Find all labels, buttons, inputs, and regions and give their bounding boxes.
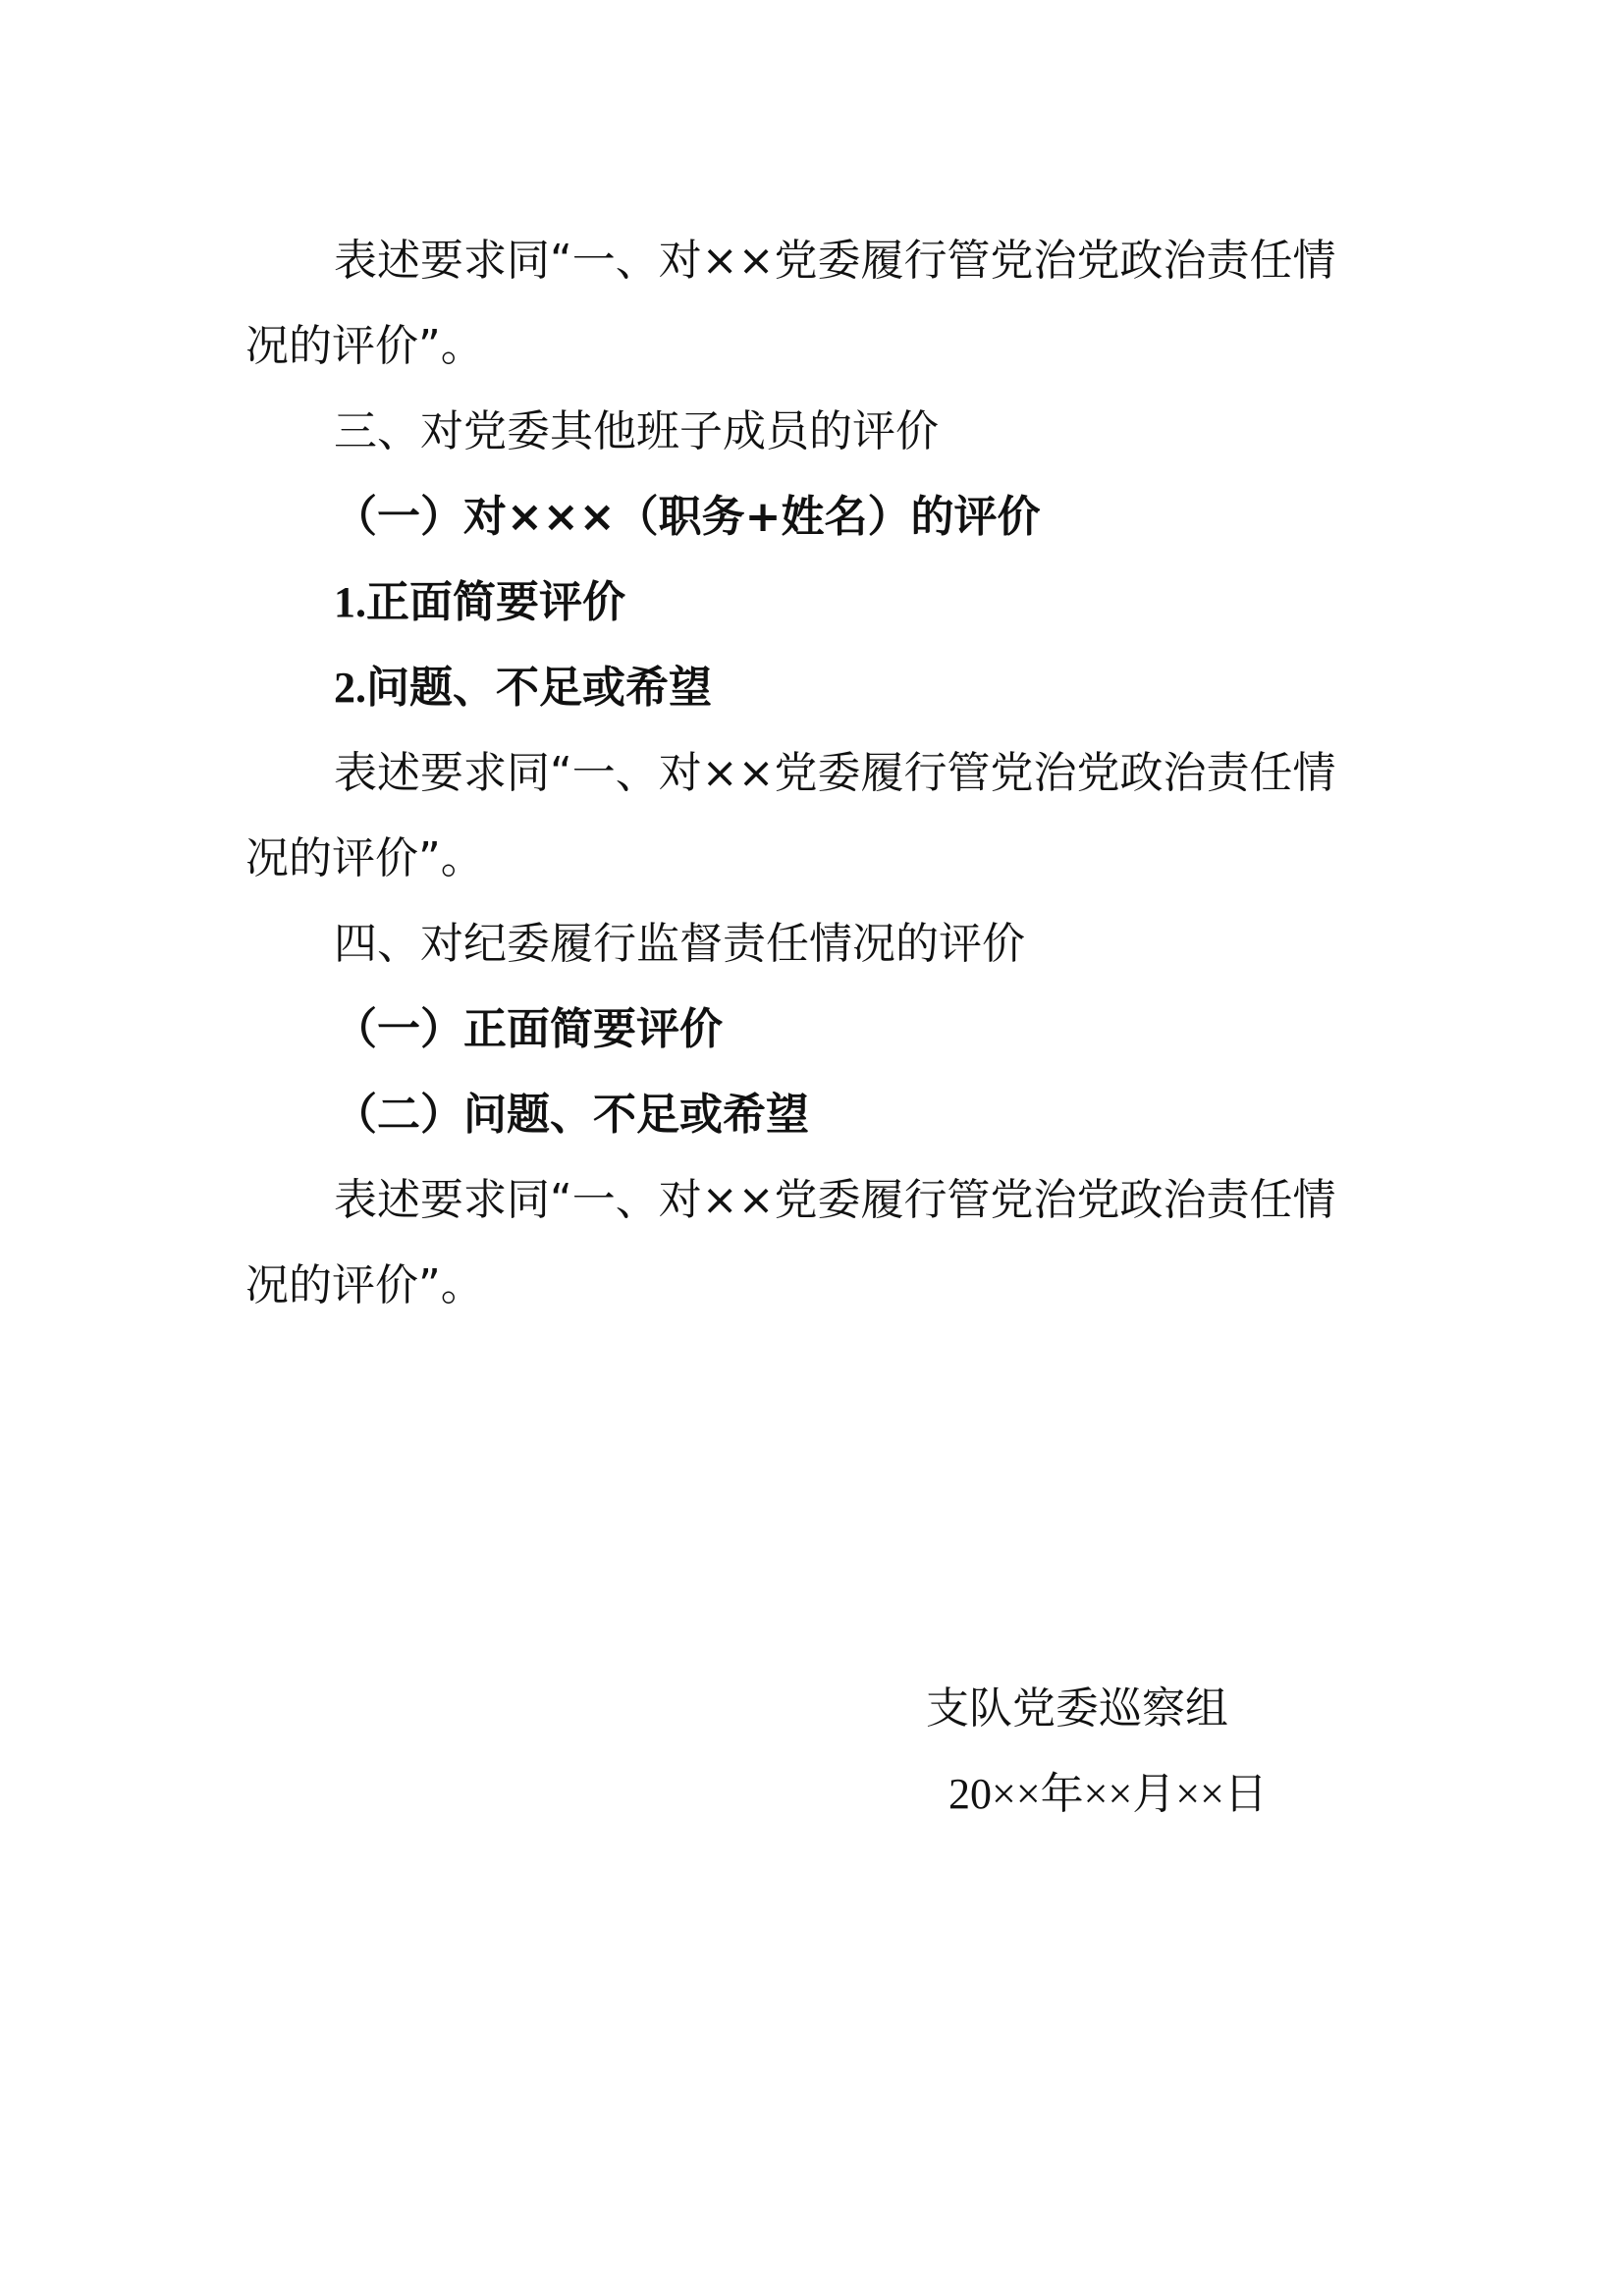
- section-heading-4: 四、对纪委履行监督责任情况的评价: [334, 919, 1025, 969]
- list-item-1: 1.正面简要评价: [334, 578, 625, 626]
- subsection-heading-4-1: （一）正面简要评价: [334, 1004, 723, 1054]
- paragraph-note-2-line-1: 表述要求同“一、对××党委履行管党治党政治责任情: [334, 748, 1336, 798]
- subsection-heading-3-1: （一）对×××（职务+姓名）的评价: [334, 492, 1041, 542]
- section-heading-3: 三、对党委其他班子成员的评价: [334, 406, 939, 456]
- paragraph-note-3-line-2: 况的评价”。: [245, 1260, 484, 1310]
- document-body: [245, 218, 1394, 1328]
- paragraph-note-3-line-1: 表述要求同“一、对××党委履行管党治党政治责任情: [334, 1175, 1336, 1225]
- paragraph-note-1-line-1: 表述要求同“一、对××党委履行管党治党政治责任情: [334, 236, 1336, 286]
- signature-block: 支队党委巡察组: [926, 1683, 1228, 1734]
- paragraph-note-2-line-2: 况的评价”。: [245, 833, 484, 883]
- subsection-heading-4-2: （二）问题、不足或希望: [334, 1090, 809, 1140]
- paragraph-note-1-line-2: 况的评价”。: [245, 321, 484, 371]
- list-item-2: 2.问题、不足或希望: [334, 664, 712, 712]
- date-line: 20××年××月××日: [948, 1770, 1268, 1818]
